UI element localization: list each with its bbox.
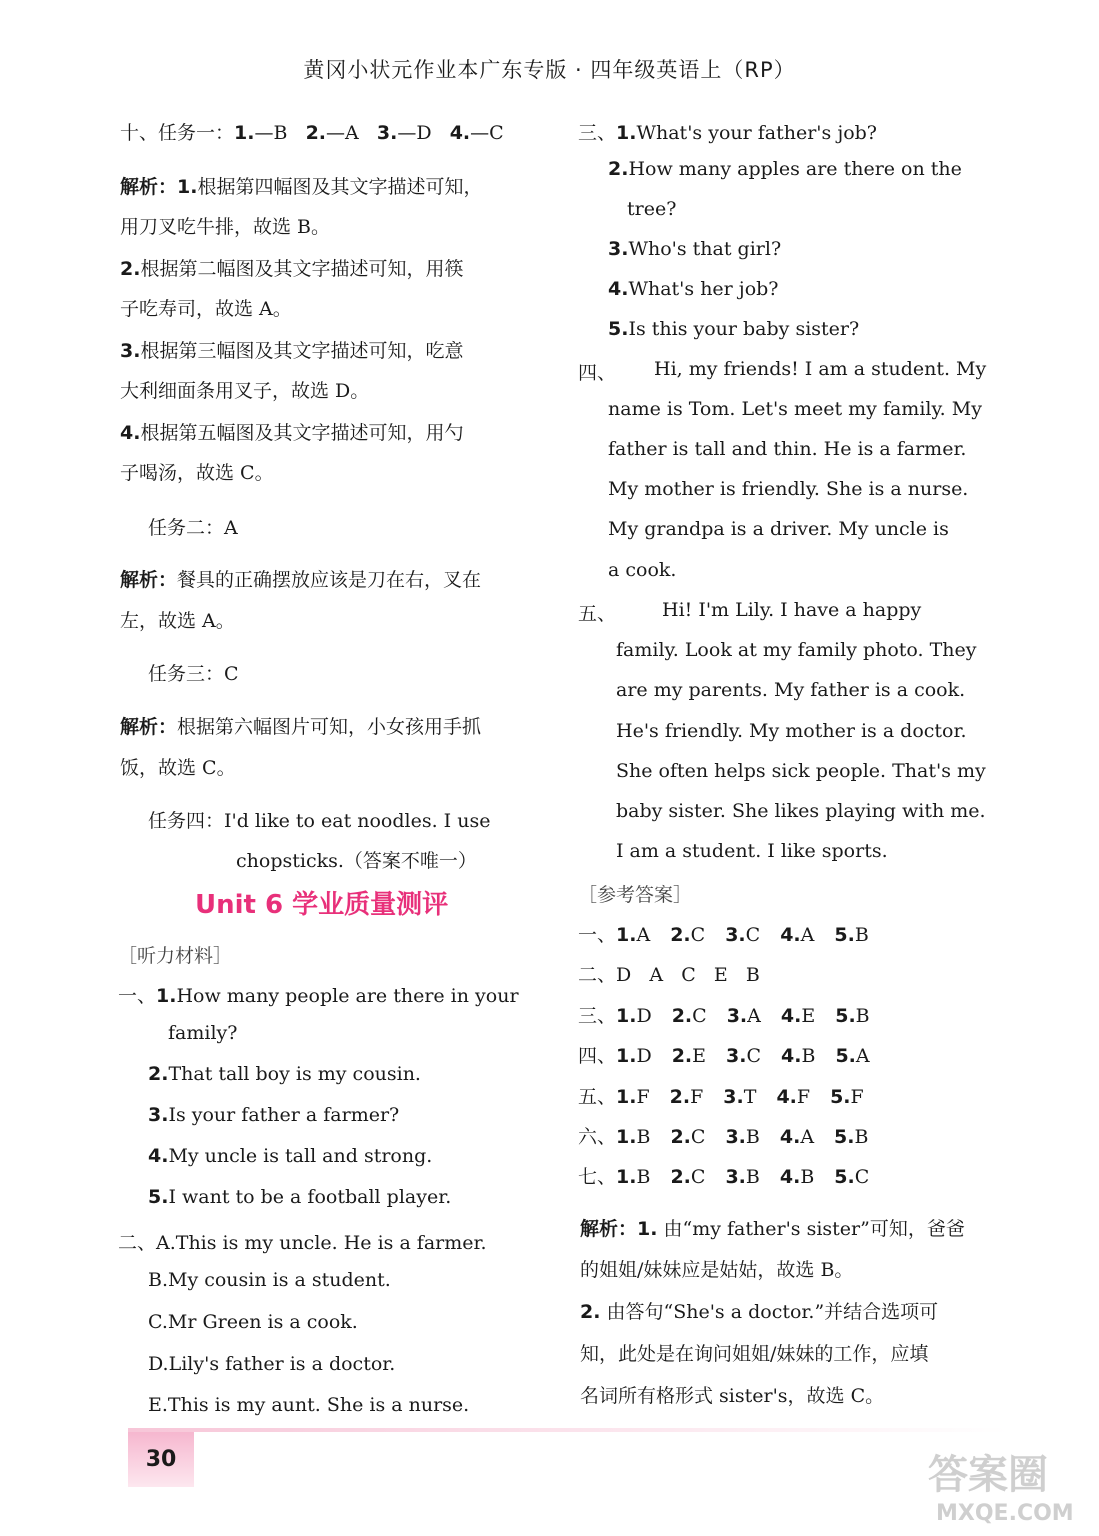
answer-row-head: 二、 bbox=[578, 964, 617, 986]
answer-value: A bbox=[800, 924, 815, 946]
answer-value: F bbox=[636, 1086, 650, 1108]
answer-number: 1. bbox=[616, 1166, 637, 1188]
answer-number: 5. bbox=[834, 924, 855, 946]
answer-value: C bbox=[690, 1166, 706, 1188]
footer-divider bbox=[128, 1428, 1008, 1432]
answer-value: C bbox=[690, 924, 706, 946]
answer-number: 5. bbox=[830, 1086, 851, 1108]
part-5-line-1: Hi! I'm Lily. I have a happy bbox=[662, 599, 922, 621]
part-1-item-3: 3.Is your father a farmer? bbox=[148, 1104, 400, 1126]
answer-number: 4. bbox=[780, 924, 801, 946]
part-2-item-c: C.Mr Green is a cook. bbox=[148, 1311, 358, 1333]
answer-number: 4. bbox=[779, 1166, 801, 1188]
task-2-explanation: 解析：餐具的正确摆放应该是刀在右，叉在 bbox=[120, 569, 482, 591]
part-5-line-6: baby sister. She likes playing with me. bbox=[616, 800, 986, 822]
answer-number: 3. bbox=[726, 1005, 748, 1027]
answer-value: B bbox=[745, 1126, 760, 1148]
part-1-item-1: 一、1.How many people are there in your bbox=[118, 985, 519, 1007]
answer-number: 2. bbox=[671, 1005, 693, 1027]
answer-number: 3. bbox=[726, 1045, 747, 1067]
part-1-item-4: 4.My uncle is tall and strong. bbox=[148, 1145, 433, 1167]
answer-value: A bbox=[855, 1045, 870, 1067]
answer-value: A bbox=[800, 1126, 815, 1148]
explanation-4: 4.根据第五幅图及其文字描述可知，用勺 bbox=[120, 422, 464, 444]
answer-number: 1. bbox=[616, 1045, 637, 1067]
part-4-line-1: Hi, my friends! I am a student. My bbox=[654, 358, 987, 380]
answer-value: C bbox=[746, 1045, 762, 1067]
listening-label: ［听力材料］ bbox=[118, 945, 233, 967]
task-3: 任务三：C bbox=[148, 663, 239, 685]
watermark-logo bbox=[922, 1440, 1082, 1530]
answer-number: 5. bbox=[834, 1126, 855, 1148]
part-5-line-4: He's friendly. My mother is a doctor. bbox=[616, 720, 967, 742]
answer-value: E bbox=[692, 1045, 707, 1067]
answer-row bbox=[578, 920, 889, 947]
watermark-top: 答案圈 bbox=[928, 1452, 1048, 1498]
answer-value: B bbox=[801, 1045, 816, 1067]
task-3-explanation-cont: 饭，故选 C。 bbox=[120, 757, 236, 779]
answer-value: C bbox=[692, 1005, 707, 1027]
answer-value: C bbox=[690, 1126, 706, 1148]
answer-value: F bbox=[690, 1086, 704, 1108]
answer-explanation-2: 2. 由答句“She's a doctor.”并结合选项可 bbox=[580, 1301, 939, 1323]
part-3-item-2: 2.How many apples are there on the bbox=[608, 158, 962, 180]
part-2-item-e: E.This is my aunt. She is a nurse. bbox=[148, 1394, 470, 1416]
explanation-2: 2.根据第二幅图及其文字描述可知，用筷 bbox=[120, 258, 464, 280]
task-4: 任务四：I'd like to eat noodles. I use bbox=[148, 810, 491, 832]
part-4-line-3: father is tall and thin. He is a farmer. bbox=[608, 438, 967, 460]
part-3-item-2-cont: tree? bbox=[627, 198, 677, 220]
answer-number: 4. bbox=[780, 1005, 802, 1027]
answer-number: 3. bbox=[725, 1126, 746, 1148]
watermark-bottom: MXQE.COM bbox=[936, 1501, 1074, 1526]
answer-number: 1. bbox=[616, 1005, 637, 1027]
answer-value: E bbox=[801, 1005, 816, 1027]
part-5-head: 五、 bbox=[578, 603, 617, 625]
answer-number: 3. bbox=[723, 1086, 744, 1108]
task-3-explanation: 解析：根据第六幅图片可知，小女孩用手抓 bbox=[120, 716, 482, 738]
part-2-item-a: 二、A.This is my uncle. He is a farmer. bbox=[118, 1232, 487, 1254]
explanation-3: 3.根据第三幅图及其文字描述可知，吃意 bbox=[120, 340, 464, 362]
task-2: 任务二：A bbox=[148, 517, 238, 539]
answer-explanation-1-cont: 的姐姐/妹妹应是姑姑，故选 B。 bbox=[580, 1259, 854, 1281]
explanation-3-cont: 大利细面条用叉子，故选 D。 bbox=[120, 380, 370, 402]
answer-value: F bbox=[850, 1086, 864, 1108]
answer-value: F bbox=[796, 1086, 811, 1108]
answer-row bbox=[578, 1122, 888, 1149]
part-5-line-2: family. Look at my family photo. They bbox=[616, 639, 977, 661]
answer-row bbox=[578, 1001, 890, 1028]
part-5-line-3: are my parents. My father is a cook. bbox=[616, 679, 966, 701]
answer-value: D A C E B bbox=[616, 964, 760, 986]
answer-row bbox=[578, 1082, 884, 1109]
answer-value: D bbox=[636, 1005, 652, 1027]
reference-answers-label: ［参考答案］ bbox=[578, 884, 693, 906]
answer-number: 1. bbox=[616, 1086, 637, 1108]
answer-value: C bbox=[745, 924, 761, 946]
answer-number: 2. bbox=[670, 924, 691, 946]
part-3-item-4: 4.What's her job? bbox=[608, 278, 779, 300]
part-5-line-5: She often helps sick people. That's my bbox=[616, 760, 986, 782]
q10-answers: 十、任务一：1.—B 2.—A 3.—D 4.—C bbox=[120, 122, 504, 144]
answer-number: 2. bbox=[670, 1126, 691, 1148]
part-4-line-4: My mother is friendly. She is a nurse. bbox=[608, 478, 969, 500]
answer-value: A bbox=[747, 1005, 761, 1027]
answer-value: B bbox=[854, 924, 869, 946]
part-3-item-5: 5.Is this your baby sister? bbox=[608, 318, 860, 340]
answer-number: 2. bbox=[671, 1045, 693, 1067]
answer-value: B bbox=[800, 1166, 815, 1188]
answer-value: B bbox=[854, 1126, 869, 1148]
answer-row bbox=[578, 1041, 890, 1068]
answer-row-head: 三、 bbox=[578, 1005, 617, 1027]
part-4-line-2: name is Tom. Let's meet my family. My bbox=[608, 398, 982, 420]
part-4-head: 四、 bbox=[578, 362, 617, 384]
answer-value: A bbox=[636, 924, 651, 946]
part-4-line-6: a cook. bbox=[608, 559, 677, 581]
part-1-item-1-cont: family? bbox=[168, 1022, 238, 1044]
answer-explanation-2-cont2: 名词所有格形式 sister's，故选 C。 bbox=[580, 1385, 885, 1407]
answer-number: 5. bbox=[835, 1005, 856, 1027]
part-2-item-b: B.My cousin is a student. bbox=[148, 1269, 391, 1291]
answer-value: B bbox=[745, 1166, 760, 1188]
task-4-cont: chopsticks.（答案不唯一） bbox=[236, 850, 477, 872]
answer-explanation-1: 解析：1. 由“my father's sister”可知，爸爸 bbox=[580, 1218, 965, 1240]
explanation-2-cont: 子吃寿司，故选 A。 bbox=[120, 298, 292, 320]
answer-row bbox=[578, 960, 760, 987]
answer-row-head: 七、 bbox=[578, 1166, 617, 1188]
answer-value: C bbox=[854, 1166, 870, 1188]
part-3-item-1: 三、1.What's your father's job? bbox=[578, 122, 877, 144]
part-5-line-7: I am a student. I like sports. bbox=[616, 840, 888, 862]
part-2-item-d: D.Lily's father is a doctor. bbox=[148, 1353, 396, 1375]
answer-row-head: 六、 bbox=[578, 1126, 617, 1148]
answer-row-head: 四、 bbox=[578, 1045, 617, 1067]
answer-row bbox=[578, 1162, 889, 1189]
answer-value: B bbox=[636, 1126, 651, 1148]
answer-number: 5. bbox=[834, 1166, 855, 1188]
answer-row-head: 五、 bbox=[578, 1086, 617, 1108]
task-2-explanation-cont: 左，故选 A。 bbox=[120, 610, 235, 632]
answer-number: 4. bbox=[779, 1126, 801, 1148]
explanation-1: 解析：1.根据第四幅图及其文字描述可知， bbox=[120, 176, 483, 198]
explanation-4-cont: 子喝汤，故选 C。 bbox=[120, 462, 274, 484]
answer-number: 4. bbox=[781, 1045, 802, 1067]
answer-value: B bbox=[636, 1166, 651, 1188]
answer-number: 3. bbox=[725, 924, 746, 946]
answer-number: 5. bbox=[835, 1045, 856, 1067]
page-number: 30 bbox=[128, 1432, 194, 1487]
answer-number: 1. bbox=[616, 1126, 637, 1148]
part-3-item-3: 3.Who's that girl? bbox=[608, 238, 782, 260]
explanation-1-cont: 用刀叉吃牛排，故选 B。 bbox=[120, 216, 331, 238]
answer-explanation-2-cont: 知，此处是在询问姐姐/妹妹的工作，应填 bbox=[580, 1343, 929, 1365]
answer-value: T bbox=[743, 1086, 757, 1108]
answer-row-head: 一、 bbox=[578, 924, 617, 946]
page-header: 黄冈小状元作业本广东专版 · 四年级英语上（RP） bbox=[303, 58, 796, 82]
part-1-item-2: 2.That tall boy is my cousin. bbox=[148, 1063, 421, 1085]
part-1-item-5: 5.I want to be a football player. bbox=[148, 1186, 452, 1208]
answer-value: B bbox=[855, 1005, 870, 1027]
section-title: Unit 6 学业质量测评 bbox=[195, 890, 449, 920]
answer-number: 1. bbox=[616, 924, 637, 946]
answer-number: 3. bbox=[725, 1166, 746, 1188]
answer-number: 2. bbox=[669, 1086, 691, 1108]
part-4-line-5: My grandpa is a driver. My uncle is bbox=[608, 518, 949, 540]
answer-number: 2. bbox=[670, 1166, 691, 1188]
answer-number: 4. bbox=[776, 1086, 797, 1108]
answer-value: D bbox=[636, 1045, 652, 1067]
